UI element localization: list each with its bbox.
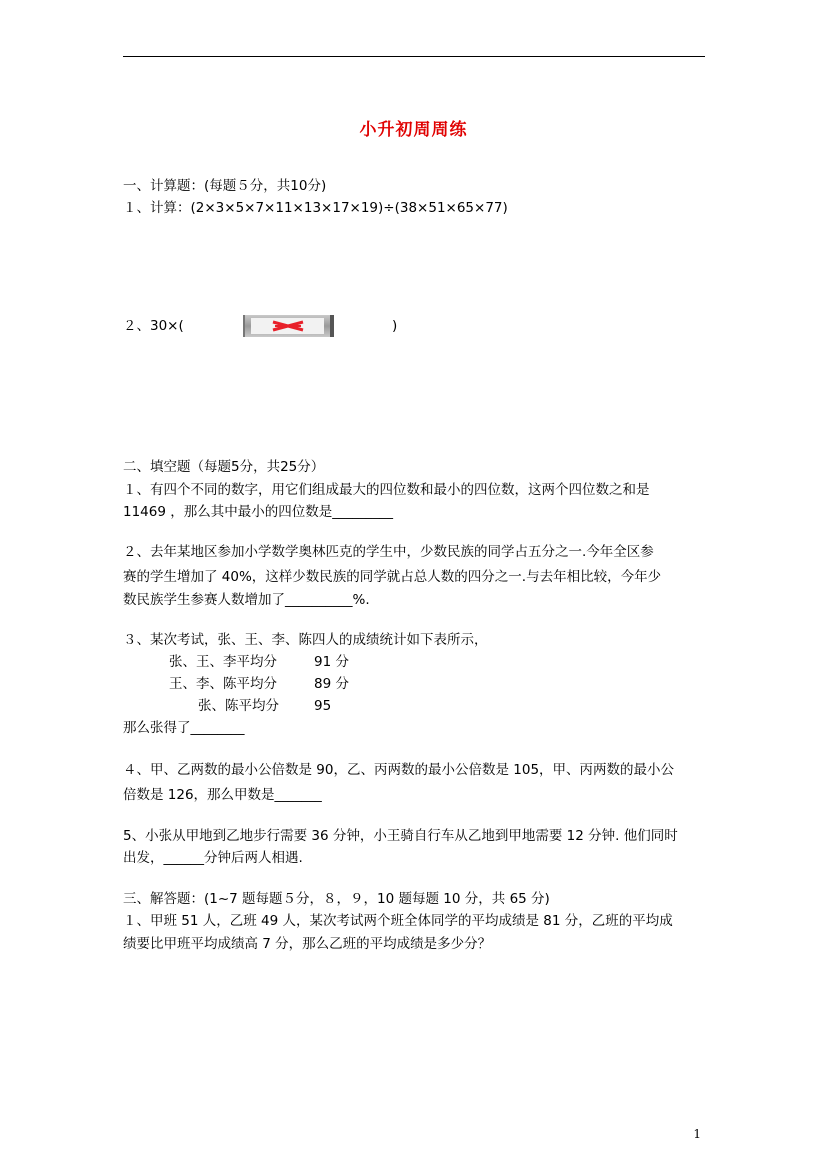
section2-q1-line2: 11469 ，那么其中最小的四位数是_________ <box>123 504 393 520</box>
section2-q2-line1: ２、去年某地区参加小学数学奥林匹克的学生中，少数民族的同学占五分之一.今年全区参 <box>123 544 654 560</box>
page-title: 小升初周周练 <box>359 120 468 140</box>
page-number: 1 <box>693 1127 701 1141</box>
section3-q1-line2: 绩要比甲班平均成绩高 7 分，那么乙班的平均成绩是多少分？ <box>123 936 492 952</box>
section2-q1-line1: １、有四个不同的数字，用它们组成最大的四位数和最小的四位数，这两个四位数之和是 <box>123 482 650 498</box>
score-table-value: 89 分 <box>314 676 349 692</box>
section2-heading: 二、填空题（每题5分，共25分） <box>123 459 325 475</box>
section2-q5-line1: 5、小张从甲地到乙地步行需要 36 分钟，小王骑自行车从乙地到甲地需要 12 分钟. 他们同时 <box>123 828 678 844</box>
score-table-label: 张、陈平均分 <box>198 698 279 714</box>
section2-q3-line1: ３、某次考试，张、王、李、陈四人的成绩统计如下表所示， <box>123 632 488 648</box>
section1-heading: 一、计算题：(每题５分，共10分) <box>123 178 327 194</box>
section2-q2-line3: 数民族学生参赛人数增加了__________%. <box>123 592 370 608</box>
score-table-value: 91 分 <box>314 654 349 670</box>
score-table-value: 95 <box>314 698 332 714</box>
section2-q3-line2: 那么张得了________ <box>123 720 245 736</box>
section3-q1-line1: １、甲班 51 人，乙班 49 人，某次考试两个班全体同学的平均成绩是 81 分，乙班的平均成 <box>123 913 673 929</box>
section2-q5-line2: 出发，______分钟后两人相遇. <box>123 850 303 866</box>
score-table-label: 张、王、李平均分 <box>169 654 277 670</box>
section2-q4-line1: ４、甲、乙两数的最小公倍数是 90，乙、丙两数的最小公倍数是 105，甲、丙两数的最小公 <box>123 762 675 778</box>
section2-q4-line2: 倍数是 126，那么甲数是_______ <box>123 787 322 803</box>
score-table-label: 王、李、陈平均分 <box>169 676 277 692</box>
header-rule <box>123 56 705 57</box>
section1-question2-suffix: ) <box>392 318 398 334</box>
section1-question2-prefix: ２、30×( <box>123 318 184 334</box>
section2-q2-line2: 赛的学生增加了 40%，这样少数民族的同学就占总人数的四分之一.与去年相比较，今年少 <box>123 569 662 585</box>
section1-question1: １、计算：(2×3×5×7×11×13×17×19)÷(38×51×65×77) <box>123 200 508 216</box>
broken-image-x-icon <box>243 315 334 337</box>
section3-heading: 三、解答题：(1~7 题每题５分，８，９，10 题每题 10 分，共 65 分) <box>123 891 550 907</box>
